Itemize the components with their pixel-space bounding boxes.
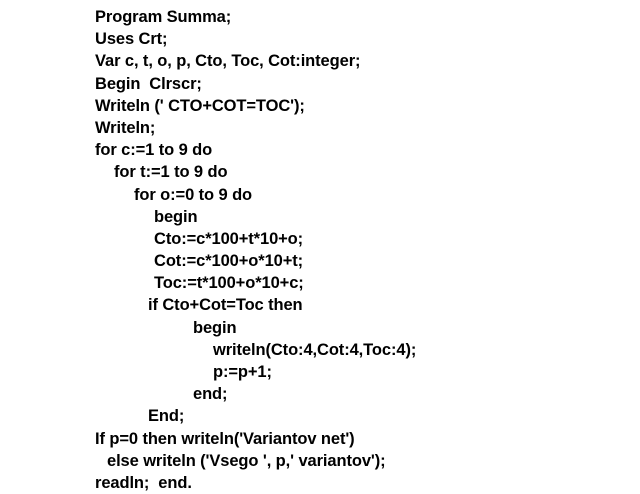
code-line: if Cto+Cot=Toc then	[148, 296, 303, 315]
code-line: writeln(Cto:4,Cot:4,Toc:4);	[213, 340, 417, 359]
code-line: begin	[193, 318, 237, 337]
code-line: Writeln;	[95, 118, 156, 137]
code-line: else writeln ('Vsego ', p,' variantov');	[107, 451, 386, 470]
code-line: Var c, t, o, p, Cto, Toc, Cot:integer;	[95, 52, 361, 71]
code-line: Uses Crt;	[95, 30, 168, 49]
code-line: Program Summa;	[95, 8, 232, 26]
code-line: for t:=1 to 9 do	[114, 163, 228, 182]
code-listing	[95, 6, 416, 494]
code-line: End;	[148, 407, 185, 426]
code-line: Toc:=t*100+o*10+c;	[154, 274, 304, 293]
code-line: Cto:=c*100+t*10+o;	[154, 229, 304, 248]
code-line: begin	[154, 207, 198, 226]
code-line: end;	[193, 385, 228, 404]
code-line: Begin Clrscr;	[95, 74, 202, 93]
code-line: for c:=1 to 9 do	[95, 141, 213, 160]
code-line: Cot:=c*100+o*10+t;	[154, 252, 304, 271]
code-line: for o:=0 to 9 do	[134, 185, 253, 204]
code-line: Writeln (' CTO+COT=TOC');	[95, 96, 305, 115]
code-line: If p=0 then writeln('Variantov net')	[95, 429, 355, 448]
code-line: p:=p+1;	[213, 363, 272, 381]
code-line: readln; end.	[95, 473, 192, 492]
